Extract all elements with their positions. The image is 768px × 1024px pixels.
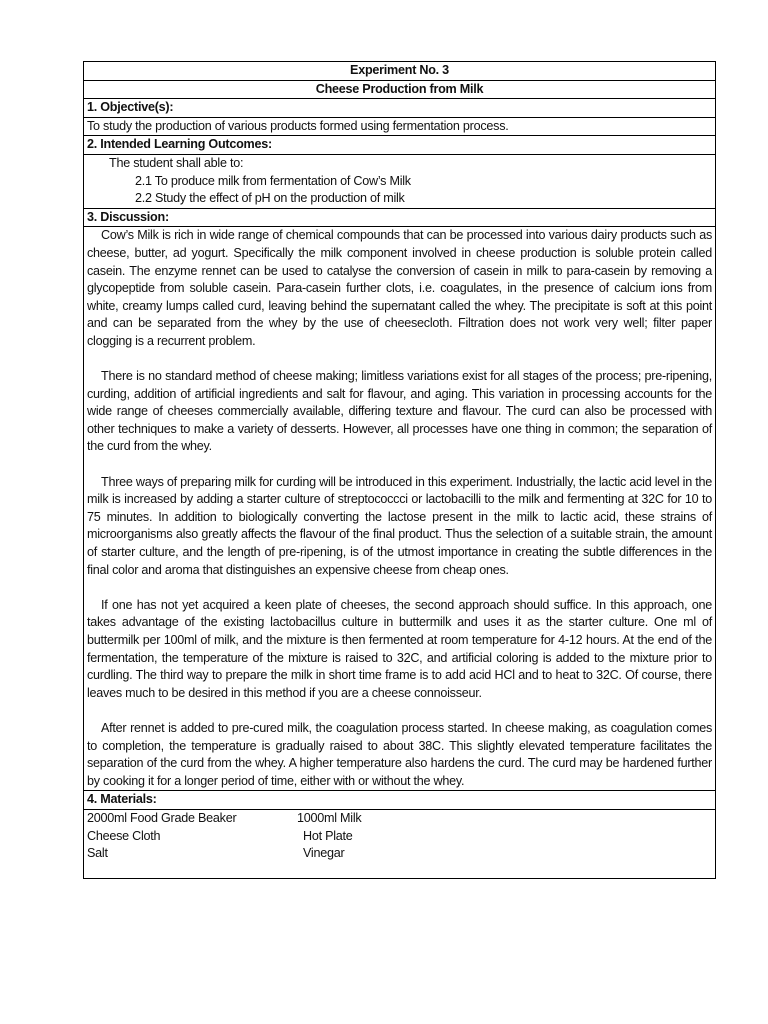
outcome-item: 2.1 To produce milk from fermentation of Cow’s Milk xyxy=(135,173,411,188)
material-item: Salt xyxy=(87,846,108,861)
outcomes-heading: 2. Intended Learning Outcomes: xyxy=(84,136,716,155)
experiment-subtitle: Cheese Production from Milk xyxy=(84,80,716,99)
material-item: 2000ml Food Grade Beaker xyxy=(87,810,237,825)
materials-row xyxy=(87,810,712,828)
discussion-paragraph: If one has not yet acquired a keen plate of cheeses, the second approach should suffice. In this approach, one takes advantage of the existing lactobacillus culture in buttermilk and uses it as the starter culture. One ml of buttermilk per 100ml of milk, and the mixture is then fermented at room temperature for 4-12 hours. At the end of the fermentation, the temperature of the mixture is raised to 32C, and artificial coloring is added to the mixture prior to curdling. The third way to prepare the milk in short time frame is to add acid HCl and to heat to 32C. Of course, there leaves much to be desired in this method if you are a cheese connoisseur. xyxy=(87,597,712,700)
outcome-item: 2.2 Study the effect of pH on the production of milk xyxy=(135,191,405,206)
material-item: Hot Plate xyxy=(303,828,353,843)
materials-row xyxy=(87,845,712,863)
objectives-text: To study the production of various products formed using fermentation process. xyxy=(84,117,716,136)
outcomes-body xyxy=(84,154,716,208)
outcomes-body-row xyxy=(84,154,716,208)
discussion-paragraph: Three ways of preparing milk for curding will be introduced in this experiment. Industrially, the lactic acid level in the milk is increased by adding a starter culture of streptococcci or lactobacilli to the milk and fermenting at 32C for 10 to 75 minutes. In addition to biologically converting the lactose present in the milk to lactic acid, these strains of microorganisms also greatly affects the flavour of the final product. Thus the selection of a suitable strain, the amount of starter culture, and the length of pre-ripening, is of the utmost importance in creating the subtle differences in the final color and aroma that distinguishes an expensive cheese from cheap ones. xyxy=(87,474,712,577)
outcomes-intro: The student shall able to: xyxy=(109,155,244,170)
subtitle-row xyxy=(84,80,716,99)
objectives-heading: 1. Objective(s): xyxy=(84,99,716,118)
materials-row xyxy=(87,828,712,846)
experiment-title: Experiment No. 3 xyxy=(84,62,716,81)
materials-heading-row xyxy=(84,791,716,810)
discussion-body-row xyxy=(84,227,716,791)
material-item: Cheese Cloth xyxy=(87,828,161,843)
material-item: Vinegar xyxy=(303,846,345,861)
objectives-heading-row xyxy=(84,99,716,118)
discussion-paragraph: After rennet is added to pre-cured milk, the coagulation process started. In cheese making, as coagulation comes to completion, the temperature is gradually raised to about 38C. This slightly elevated temperature facilitates the separation of the curd from the whey. A higher temperature also hardens the curd. The curd may be hardened further by cooking it for a longer period of time, either with or without the whey. xyxy=(87,720,712,788)
objectives-body-row xyxy=(84,117,716,136)
discussion-paragraph: Cow’s Milk is rich in wide range of chemical compounds that can be processed into various dairy products such as cheese, butter, ad yogurt. Specifically the milk component involved in cheese production is soluble protein called casein. The enzyme rennet can be used to catalyse the conversion of casein in milk to para-casein by removing a glycopeptide from soluble casein. Para-casein further clots, i.e. coagulates, in the presence of calcium ions from white, creamy lumps called curd, leaving behind the supernatant called the whey. The precipitate is soft at this point and can be separated from the whey by the use of cheesecloth. Filtration does not work very well; filter paper clogging is a recurrent problem. xyxy=(87,228,712,348)
discussion-body xyxy=(84,227,716,791)
material-item: 1000ml Milk xyxy=(297,810,362,825)
materials-list xyxy=(84,809,716,878)
discussion-heading: 3. Discussion: xyxy=(84,208,716,227)
outcomes-heading-row xyxy=(84,136,716,155)
experiment-sheet-table xyxy=(83,61,716,879)
materials-heading: 4. Materials: xyxy=(84,791,716,810)
title-row xyxy=(84,62,716,81)
materials-body-row xyxy=(84,809,716,878)
discussion-paragraph: There is no standard method of cheese making; limitless variations exist for all stages of the process; pre-ripening, curding, addition of artificial ingredients and salt for flavour, and aging. This variation in processing accounts for the wide range of cheeses commercially available, differing texture and flavour. The curd can also be processed with other techniques to make a variety of desserts. However, all processes have one thing in common; the separation of the curd from the whey. xyxy=(87,369,712,454)
discussion-heading-row xyxy=(84,208,716,227)
